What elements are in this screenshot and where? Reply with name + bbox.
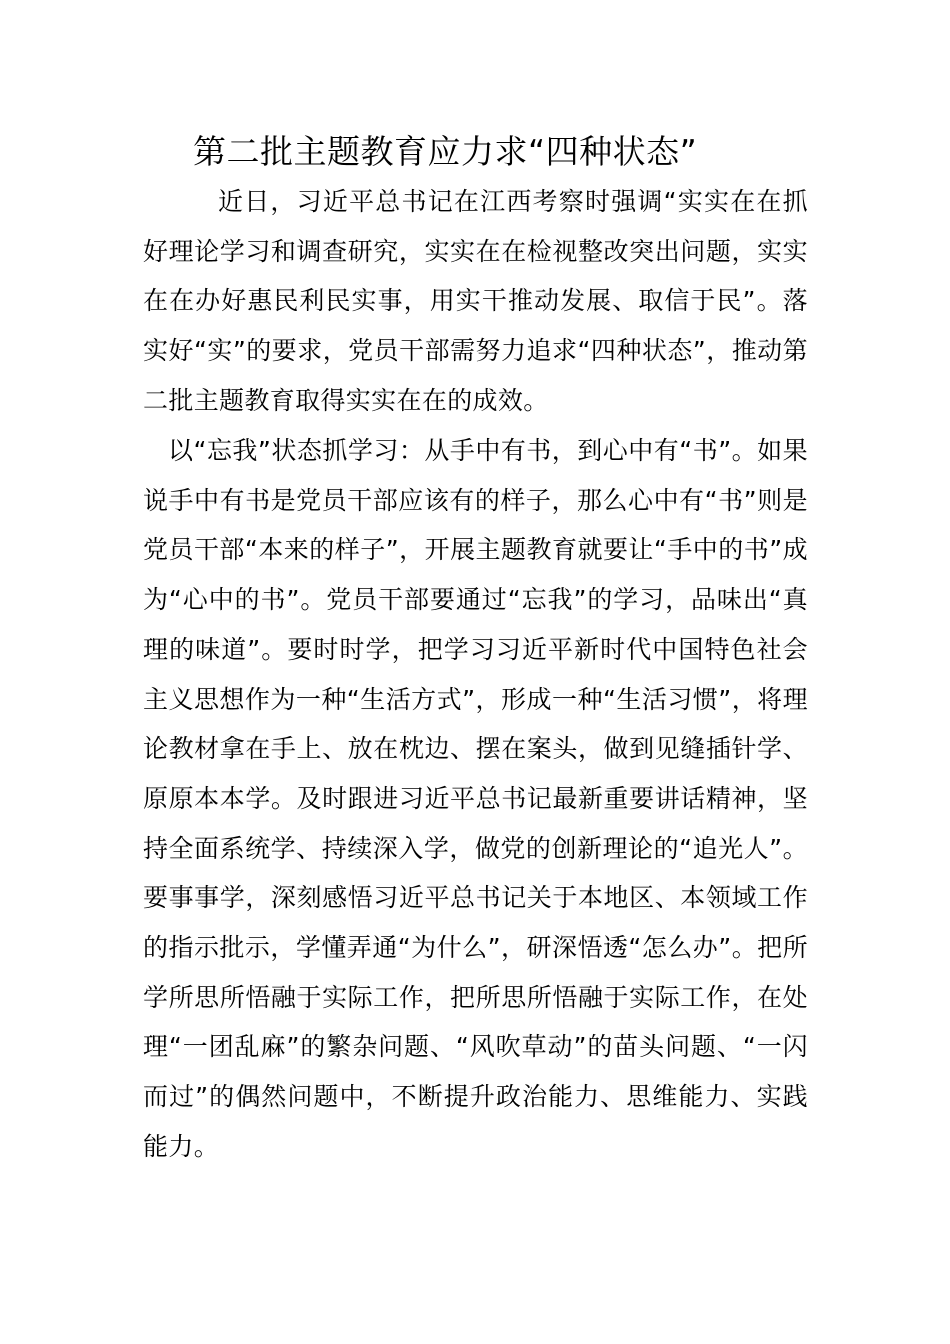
document-title: 第二批主题教育应力求“四种状态”: [193, 132, 698, 171]
paragraph-intro: 近日，习近平总书记在江西考察时强调“实实在在抓好理论学习和调查研究，实实在在检视整改突出问题，实实在在办好惠民利民实事，用实干推动发展、取信于民”。落实好“实”的要求，党员干部需努力追求“四种状态”，推动第二批主题教育取得实实在在的成效。: [143, 187, 808, 415]
paragraph-study: 以“忘我”状态抓学习：从手中有书，到心中有“书”。如果说手中有书是党员干部应该有的样子，那么心中有“书”则是党员干部“本来的样子”，开展主题教育就要让“手中的书”成为“心中的书”。党员干部要通过“忘我”的学习，品味出“真理的味道”。要时时学，把学习习近平新时代中国特色社会主义思想作为一种“生活方式”，形成一种“生活习惯”，将理论教材拿在手上、放在枕边、摆在案头，做到见缝插针学、原原本本学。及时跟进习近平总书记最新重要讲话精神，坚持全面系统学、持续深入学，做党的创新理论的“追光人”。要事事学，深刻感悟习近平总书记关于本地区、本领域工作的指示批示，学懂弄通“为什么”，研深悟透“怎么办”。把所学所思所悟融于实际工作，把所思所悟融于实际工作，在处理“一团乱麻”的繁杂问题、“风吹草动”的苗头问题、“一闪而过”的偶然问题中，不断提升政治能力、思维能力、实践能力。: [143, 436, 808, 1161]
